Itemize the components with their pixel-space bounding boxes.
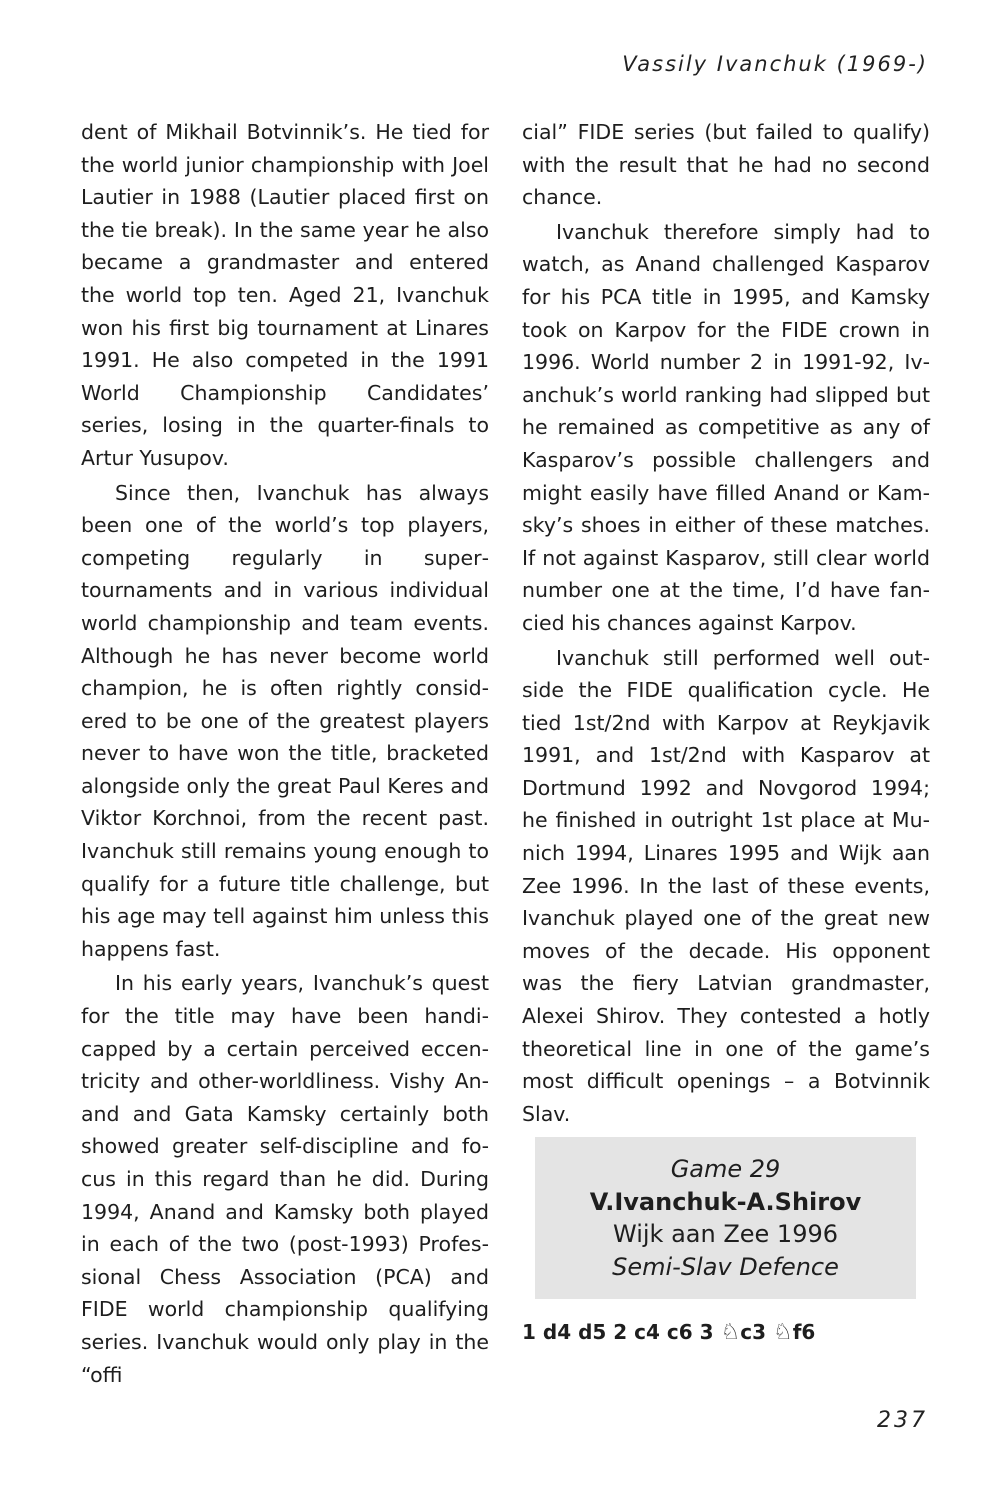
- left-column: [81, 116, 489, 1393]
- running-head: Vassily Ivanchuk (1969-): [622, 52, 928, 76]
- paragraph: cial” FIDE series (but failed to qualify) with the result that he had no second chance.: [522, 120, 930, 210]
- game-number: Game 29: [670, 1155, 781, 1183]
- page-number: 237: [877, 1408, 928, 1433]
- move-text: f6: [792, 1320, 816, 1344]
- moves-prefix: 1 d4 d5 2 c4 c6 3: [522, 1320, 721, 1344]
- paragraph: dent of Mikhail Botvinnik’s. He tied for the world junior championship with Joel Lautier in 1988 (Lautier placed first on the tie break). In the same year he also became a grandmaster and entered the world top ten. Aged 21, Ivanchuk won his first big tournament at Linares 1991. He also competed in the 1991 World Championship Candidates’ series, losing in the quarter-finals to Artur Yusupov.: [81, 120, 489, 470]
- paragraph: Ivanchuk therefore simply had to watch, as Anand challenged Kasparov for his PCA title in 1995, and Kamsky took on Karpov for the FIDE crown in 1996. World number 2 in 1991-92, Ivanchuk’s world ranking had slipped but he remained as competitive as any of Kasparov’s possible challengers and might easily have filled Anand or Kamsky’s shoes in either of these matches. If not against Kasparov, still clear world number one at the time, I’d have fancied his chances against Karpov.: [522, 219, 930, 635]
- right-column: [522, 116, 930, 1132]
- knight-icon: ♘: [720, 1320, 741, 1345]
- move-list: [522, 1320, 815, 1345]
- paragraph: In his early years, Ivanchuk’s quest for the title may have been handicapped by a certain perceived eccentricity and other-worldliness. Vishy Anand and Gata Kamsky certainly both showed greater self-discipline and focus in this regard than he did. During 1994, Anand and Kamsky both played in each of the two (post-1993) Professional Chess Association (PCA) and FIDE world championship qualifying series. Ivanchuk would only play in the “offi: [81, 971, 489, 1387]
- paragraph: Ivanchuk still performed well outside the FIDE qualification cycle. He tied 1st/2nd with Karpov at Reykjavik 1991, and 1st/2nd with Kasparov at Dortmund 1992 and Novgorod 1994; he finished in outright 1st place at Munich 1994, Linares 1995 and Wijk aan Zee 1996. In the last of these events, Ivanchuk played one of the great new moves of the decade. His opponent was the fiery Latvian grandmaster, Alexei Shirov. They contested a hotly theoretical line in one of the game’s most difficult openings – a Botvinnik Slav.: [522, 645, 930, 1126]
- move-text: c3: [740, 1320, 773, 1344]
- game-header-box: [535, 1137, 916, 1299]
- paragraph: Since then, Ivanchuk has always been one of the world’s top players, competing regularly in supertournaments and in various individual world championship and team events. Although he has never become world champion, he is often rightly considered to be one of the greatest players never to have won the title, bracketed alongside only the great Paul Keres and Viktor Korchnoi, from the recent past. Ivanchuk still remains young enough to qualify for a future title challenge, but his age may tell against him unless this happens fast.: [81, 480, 489, 961]
- knight-icon: ♘: [772, 1320, 793, 1345]
- game-event: Wijk aan Zee 1996: [613, 1220, 838, 1249]
- game-players: V.Ivanchuk-A.Shirov: [589, 1187, 862, 1216]
- game-opening: Semi-Slav Defence: [612, 1252, 839, 1281]
